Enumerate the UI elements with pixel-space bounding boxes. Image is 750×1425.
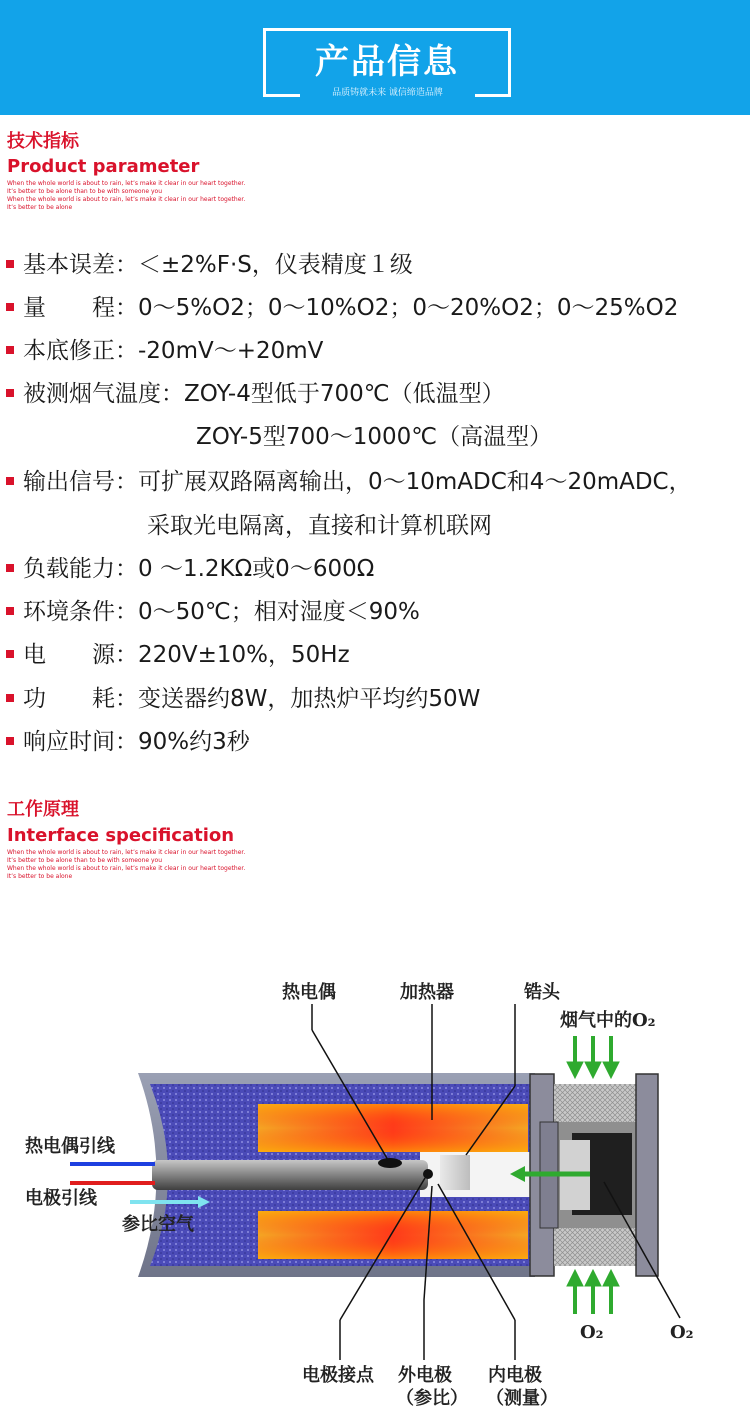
spec-item: [6, 336, 323, 366]
label-o2-in-flue: 烟气中的O₂: [560, 1010, 656, 1031]
spec-value: ＜±2%F·S，仪表精度１级: [138, 252, 413, 278]
principle-tagline-1: When the whole world is about to rain, let’s make it clear in our heart together.: [7, 849, 246, 856]
spec-continuation: 采取光电隔离，直接和计算机联网: [147, 513, 492, 539]
label-thermocouple: 热电偶: [282, 982, 336, 1003]
spec-item: [6, 379, 505, 409]
spec-label: 响应时间：: [23, 729, 138, 755]
bullet-icon: [6, 346, 14, 354]
label-heater: 加热器: [400, 982, 454, 1003]
spec-value: -20mV～+20mV: [138, 338, 324, 364]
label-inner-electrode-note: （测量）: [486, 1388, 558, 1409]
spec-value: 0～50℃；相对湿度＜90%: [138, 599, 420, 625]
label-inner-electrode: 内电极: [488, 1365, 542, 1386]
o2-arrows-bottom: [567, 1270, 619, 1314]
principle-tagline-3: When the whole world is about to rain, let’s make it clear in our heart together.: [7, 865, 246, 872]
bullet-icon: [6, 564, 14, 572]
spec-value: 0～5%O2；0～10%O2；0～20%O2；0～25%O2: [138, 295, 679, 321]
principle-title-cn: 工作原理: [7, 799, 79, 820]
spec-value: 变送器约8W，加热炉平均约50W: [138, 686, 481, 712]
label-outer-electrode-note: （参比）: [396, 1388, 468, 1409]
spec-value: 可扩展双路隔离输出，0～10mADC和4～20mADC，: [138, 469, 692, 495]
bullet-icon: [6, 477, 14, 485]
spec-label: 功 耗：: [23, 686, 138, 712]
params-title-en: Product parameter: [7, 156, 200, 177]
spec-value: 0 ～1.2KΩ或0～600Ω: [138, 556, 375, 582]
spec-label: 量 程：: [23, 295, 138, 321]
principle-tagline-4: It’s better to be alone: [7, 873, 73, 880]
label-thermocouple-lead: 热电偶引线: [25, 1136, 115, 1157]
spec-label: 输出信号：: [23, 469, 138, 495]
label-outer-electrode: 外电极: [398, 1365, 452, 1386]
spec-label: 本底修正：: [23, 338, 138, 364]
bullet-icon: [6, 694, 14, 702]
spec-continuation: ZOY-5型700～1000℃（高温型）: [196, 424, 553, 450]
bullet-icon: [6, 389, 14, 397]
bullet-icon: [6, 303, 14, 311]
bullet-icon: [6, 260, 14, 268]
label-electrode-contact: 电极接点: [302, 1365, 374, 1386]
params-tagline-1: When the whole world is about to rain, let’s make it clear in our heart together.: [7, 180, 246, 187]
bullet-icon: [6, 607, 14, 615]
zirconia-probe-diagram: [0, 960, 750, 1422]
params-tagline-4: It’s better to be alone: [7, 204, 73, 211]
params-tagline-3: When the whole world is about to rain, let’s make it clear in our heart together.: [7, 196, 246, 203]
spec-item: [6, 250, 413, 280]
banner-title: 产品信息: [315, 42, 459, 82]
banner-subtitle: 品质铸就未来 诚信缔造品牌: [300, 86, 475, 100]
label-electrode-lead: 电极引线: [25, 1188, 97, 1209]
spec-item: [6, 640, 350, 670]
spec-value: 220V±10%，50Hz: [138, 642, 350, 668]
spec-item: [6, 554, 374, 584]
bullet-icon: [6, 737, 14, 745]
spec-value: 90%约3秒: [138, 729, 250, 755]
principle-title-en: Interface specification: [7, 825, 235, 846]
spec-item: [6, 293, 678, 323]
spec-label: 基本误差：: [23, 252, 138, 278]
spec-item: [6, 684, 480, 714]
label-zirconium-head: 锆头: [524, 982, 560, 1003]
spec-item: [6, 467, 692, 497]
spec-label: 环境条件：: [23, 599, 138, 625]
bullet-icon: [6, 650, 14, 658]
label-reference-air: 参比空气: [122, 1214, 194, 1235]
label-o2-right: O₂: [670, 1322, 694, 1343]
spec-value: ZOY-4型低于700℃（低温型）: [184, 381, 505, 407]
params-title-cn: 技术指标: [7, 131, 79, 152]
params-tagline-2: It’s better to be alone than to be with someone you: [7, 188, 163, 195]
spec-label: 电 源：: [23, 642, 138, 668]
spec-label: 负载能力：: [23, 556, 138, 582]
label-o2-bottom: O₂: [580, 1322, 604, 1343]
spec-item: [6, 597, 420, 627]
spec-label: 被测烟气温度：: [23, 381, 184, 407]
principle-tagline-2: It’s better to be alone than to be with someone you: [7, 857, 163, 864]
o2-arrows-top: [567, 1036, 619, 1078]
spec-item: [6, 727, 250, 757]
